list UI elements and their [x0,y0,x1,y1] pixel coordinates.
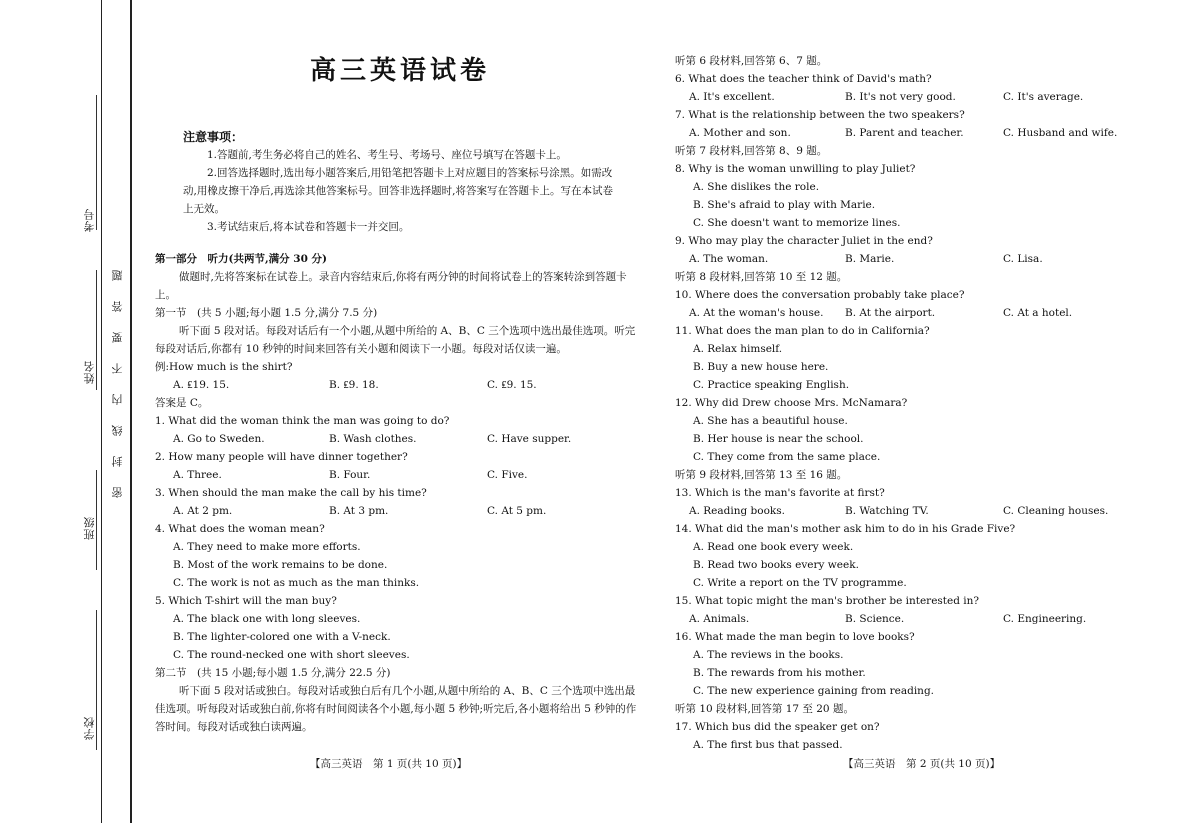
option: C. The round-necked one with short sleeves. [173,649,410,661]
option: C. Engineering. [1003,613,1087,625]
questions-section [675,52,1175,754]
example-answer: 答案是 C。 [155,397,209,409]
option: A. Relax himself. [693,343,783,355]
option: A. Animals. [689,613,750,625]
class-line [96,470,97,570]
option: A. The reviews in the books. [693,649,844,661]
option: B. At the airport. [845,307,936,319]
question-8: 8. Why is the woman unwilling to play Juliet? [675,163,916,175]
material-heading: 听第 6 段材料,回答第 6、7 题。 [675,55,828,67]
name-line [96,270,97,390]
question-11: 11. What does the man plan to do in California? [675,325,930,337]
option: B. Four. [329,469,371,481]
option: B. At 3 pm. [329,505,389,517]
option: B. The lighter-colored one with a V-neck. [173,631,391,643]
question-7-options [675,124,1175,142]
option: B. She's afraid to play with Marie. [693,199,876,211]
option: C. ₤9. 15. [487,379,537,391]
seal-line-text [110,270,126,498]
part1-title: 第一部分 听力(共两节,满分 30 分) [155,253,328,265]
note-item: 2.回答选择题时,选出每小题答案后,用铅笔把答题卡上对应题目的答案标号涂黑。如需改动,用橡皮擦干净后,再选涂其他答案标号。回答非选择题时,将答案写在答题卡上。写在本试卷上无效。 [183,167,614,215]
option: A. Go to Sweden. [173,433,265,445]
school-label: 学校 [83,716,96,740]
margin-border-line [130,0,132,823]
section2-title: 第二节 (共 15 小题;每小题 1.5 分,满分 22.5 分) [155,667,391,679]
section1-title: 第一节 (共 5 小题;每小题 1.5 分,满分 7.5 分) [155,307,378,319]
option: A. At 2 pm. [173,505,233,517]
option: C. Cleaning houses. [1003,505,1109,517]
option: C. Five. [487,469,528,481]
option: B. Her house is near the school. [693,433,864,445]
seal-char: 不 [111,363,124,374]
option: B. Parent and teacher. [845,127,964,139]
question-15-options [675,610,1175,628]
option: A. Three. [173,469,222,481]
seal-char: 线 [111,425,124,436]
question-3: 3. When should the man make the call by his time? [155,487,427,499]
option: A. At the woman's house. [689,307,824,319]
question-12: 12. Why did Drew choose Mrs. McNamara? [675,397,908,409]
seal-char: 答 [111,301,124,312]
question-14: 14. What did the man's mother ask him to do in his Grade Five? [675,523,1016,535]
page-1 [155,0,645,823]
section2-intro: 听下面 5 段对话或独白。每段对话或独白后有几个小题,从题中所给的 A、B、C 三个选项中选出最佳选项。听每段对话或独白前,你将有时间阅读各个小题,每小题 5 秒钟;听完后,各小题将给出 5 秒钟的作答时间。每段对话或独白读两遍。 [155,685,637,733]
option: C. The work is not as much as the man thinks. [173,577,420,589]
seal-char: 密 [111,487,124,498]
option: B. It's not very good. [845,91,956,103]
option: C. Practice speaking English. [693,379,850,391]
question-3-options [155,502,645,520]
option: C. At a hotel. [1003,307,1073,319]
material-heading: 听第 8 段材料,回答第 10 至 12 题。 [675,271,848,283]
seal-char: 封 [111,456,124,467]
option: A. She has a beautiful house. [693,415,848,427]
margin-border-line [101,0,102,823]
option: B. ₤9. 18. [329,379,379,391]
question-6: 6. What does the teacher think of David's math? [675,73,932,85]
question-10-options [675,304,1175,322]
option: C. At 5 pm. [487,505,547,517]
exam-title: 高三英语试卷 [309,56,490,86]
binding-margin [0,0,140,823]
question-9: 9. Who may play the character Juliet in the end? [675,235,933,247]
option: A. She dislikes the role. [693,181,820,193]
option: B. Most of the work remains to be done. [173,559,388,571]
notes-section [183,128,623,236]
option: A. Reading books. [689,505,785,517]
question-16: 16. What made the man begin to love books? [675,631,915,643]
page-footer: 【高三英语 第 2 页(共 10 页)】 [843,758,1001,770]
school-line [96,610,97,750]
listening-section [155,250,645,736]
option: B. Watching TV. [845,505,929,517]
option: A. ₤19. 15. [173,379,230,391]
class-label: 班级 [83,516,96,540]
option: A. The black one with long sleeves. [173,613,361,625]
option: A. Read one book every week. [693,541,854,553]
question-2: 2. How many people will have dinner together? [155,451,408,463]
option: C. Husband and wife. [1003,127,1118,139]
option: A. The first bus that passed. [693,739,843,751]
question-6-options [675,88,1175,106]
question-1-options [155,430,645,448]
option: A. It's excellent. [689,91,775,103]
material-heading: 听第 10 段材料,回答第 17 至 20 题。 [675,703,854,715]
option: A. The woman. [689,253,769,265]
exam-number-label: 考号 [83,208,96,232]
section1-intro: 听下面 5 段对话。每段对话后有一个小题,从题中所给的 A、B、C 三个选项中选出最佳选项。听完每段对话后,你都有 10 秒钟的时间来回答有关小题和阅读下一小题。每段对话仅读一遍。 [155,325,636,355]
question-17: 17. Which bus did the speaker get on? [675,721,880,733]
option: C. The new experience gaining from reading. [693,685,935,697]
exam-number-line [96,95,97,230]
question-2-options [155,466,645,484]
notes-title: 注意事项： [183,130,244,144]
question-4: 4. What does the woman mean? [155,523,325,535]
page-footer: 【高三英语 第 1 页(共 10 页)】 [310,758,468,770]
option: C. Write a report on the TV programme. [693,577,907,589]
note-item: 1.答题前,考生务必将自己的姓名、考生号、考场号、座位号填写在答题卡上。 [207,149,567,161]
seal-char: 题 [111,270,124,281]
material-heading: 听第 9 段材料,回答第 13 至 16 题。 [675,469,848,481]
option: C. It's average. [1003,91,1084,103]
option: C. She doesn't want to memorize lines. [693,217,901,229]
question-7: 7. What is the relationship between the two speakers? [675,109,965,121]
example-question: 例:How much is the shirt? [155,361,293,373]
seal-char: 要 [111,332,124,343]
option: C. They come from the same place. [693,451,881,463]
question-13: 13. Which is the man's favorite at first? [675,487,885,499]
option: B. Science. [845,613,905,625]
example-options [155,376,645,394]
option: C. Have supper. [487,433,572,445]
name-label: 姓名 [83,360,96,384]
page-2 [675,0,1175,823]
option: B. Buy a new house here. [693,361,829,373]
option: B. Read two books every week. [693,559,859,571]
option: A. Mother and son. [689,127,791,139]
seal-char: 内 [111,394,124,405]
question-13-options [675,502,1175,520]
option: C. Lisa. [1003,253,1043,265]
option: A. They need to make more efforts. [173,541,361,553]
question-15: 15. What topic might the man's brother be interested in? [675,595,980,607]
question-5: 5. Which T-shirt will the man buy? [155,595,337,607]
material-heading: 听第 7 段材料,回答第 8、9 题。 [675,145,828,157]
question-9-options [675,250,1175,268]
option: B. Wash clothes. [329,433,417,445]
option: B. The rewards from his mother. [693,667,866,679]
part1-intro: 做题时,先将答案标在试卷上。录音内容结束后,你将有两分钟的时间将试卷上的答案转涂到答题卡上。 [155,271,627,301]
question-1: 1. What did the woman think the man was going to do? [155,415,450,427]
option: B. Marie. [845,253,895,265]
question-10: 10. Where does the conversation probably take place? [675,289,965,301]
note-item: 3.考试结束后,将本试卷和答题卡一并交回。 [207,221,410,233]
